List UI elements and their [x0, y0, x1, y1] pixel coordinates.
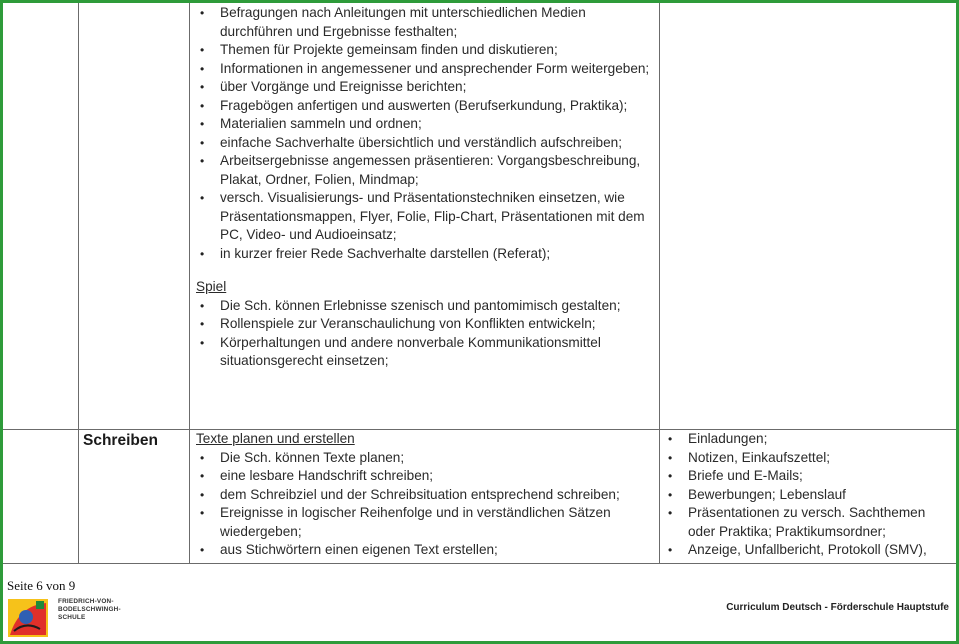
row-label-schreiben: Schreiben — [83, 432, 158, 449]
list-item: • Die Sch. können Texte planen; — [196, 449, 656, 468]
list-item: • Die Sch. können Erlebnisse szenisch und pantomimisch gestalten; — [196, 297, 656, 316]
list-item: • Materialien sammeln und ordnen; — [196, 115, 656, 134]
list-item: • in kurzer freier Rede Sachverhalte darstellen (Referat); — [196, 245, 656, 264]
list-item: • Befragungen nach Anleitungen mit unterschiedlichen Medien durchführen und Ergebnisse festhalten; — [196, 4, 656, 41]
list-item: • Arbeitsergebnisse angemessen präsentieren: Vorgangsbeschreibung, Plakat, Ordner, Folien, Mindmap; — [196, 152, 656, 189]
table-line-left — [78, 3, 79, 563]
schreiben-content-cell — [196, 430, 656, 563]
list-item: • Körperhaltungen und andere nonverbale Kommunikationsmittel situationsgerecht einsetzen; — [196, 334, 656, 371]
list-item: • über Vorgänge und Ereignisse berichten; — [196, 78, 656, 97]
spiel-heading: Spiel — [196, 279, 227, 294]
list-item: • Rollenspiele zur Veranschaulichung von Konflikten entwickeln; — [196, 315, 656, 334]
list-item: • Fragebögen anfertigen und auswerten (Berufserkundung, Praktika); — [196, 97, 656, 116]
table-line-col2 — [189, 3, 190, 563]
page-number: Seite 6 von 9 — [7, 578, 76, 593]
list-item: • aus Stichwörtern einen eigenen Text erstellen; — [196, 541, 656, 560]
schreiben-right-cell — [664, 430, 954, 563]
list-item: • versch. Visualisierungs- und Präsentationstechniken einsetzen, wie Präsentationsmappen, Flyer, Folie, Flip-Chart, Präsentationen mit dem PC, Video- und Audioeinsatz; — [196, 189, 656, 245]
schreiben-heading: Texte planen und erstellen — [196, 431, 355, 446]
list-item: • Briefe und E-Mails; — [664, 467, 954, 486]
schreiben-right-list — [664, 430, 954, 560]
logo-line-2: BODELSCHWINGH- — [58, 606, 121, 613]
list-item: • Informationen in angemessener und ansprechender Form weitergeben; — [196, 60, 656, 79]
list-item: • Präsentationen zu versch. Sachthemen oder Praktika; Praktikumsordner; — [664, 504, 954, 541]
list-item: • eine lesbare Handschrift schreiben; — [196, 467, 656, 486]
list-item: • dem Schreibziel und der Schreibsituation entsprechend schreiben; — [196, 486, 656, 505]
list-item: • Anzeige, Unfallbericht, Protokoll (SMV), — [664, 541, 954, 560]
list-item: • Ereignisse in logischer Reihenfolge und in verständlichen Sätzen wiedergeben; — [196, 504, 656, 541]
table-line-col3 — [659, 3, 660, 563]
logo-line-3: SCHULE — [58, 614, 86, 621]
schreiben-bullet-list — [196, 449, 656, 560]
footer-title: Curriculum Deutsch - Förderschule Hauptstufe — [726, 602, 949, 613]
list-item: • Themen für Projekte gemeinsam finden und diskutieren; — [196, 41, 656, 60]
list-item: • einfache Sachverhalte übersichtlich und verständlich aufschreiben; — [196, 134, 656, 153]
list-item: • Einladungen; — [664, 430, 954, 449]
spiel-bullet-list — [196, 297, 656, 371]
school-logo-text — [58, 598, 121, 622]
list-item: • Notizen, Einkaufszettel; — [664, 449, 954, 468]
upper-content-cell — [196, 4, 656, 424]
table-bottom-line — [3, 563, 956, 564]
upper-bullet-list — [196, 4, 656, 263]
logo-line-1: FRIEDRICH-VON- — [58, 598, 114, 605]
list-item: • Bewerbungen; Lebenslauf — [664, 486, 954, 505]
